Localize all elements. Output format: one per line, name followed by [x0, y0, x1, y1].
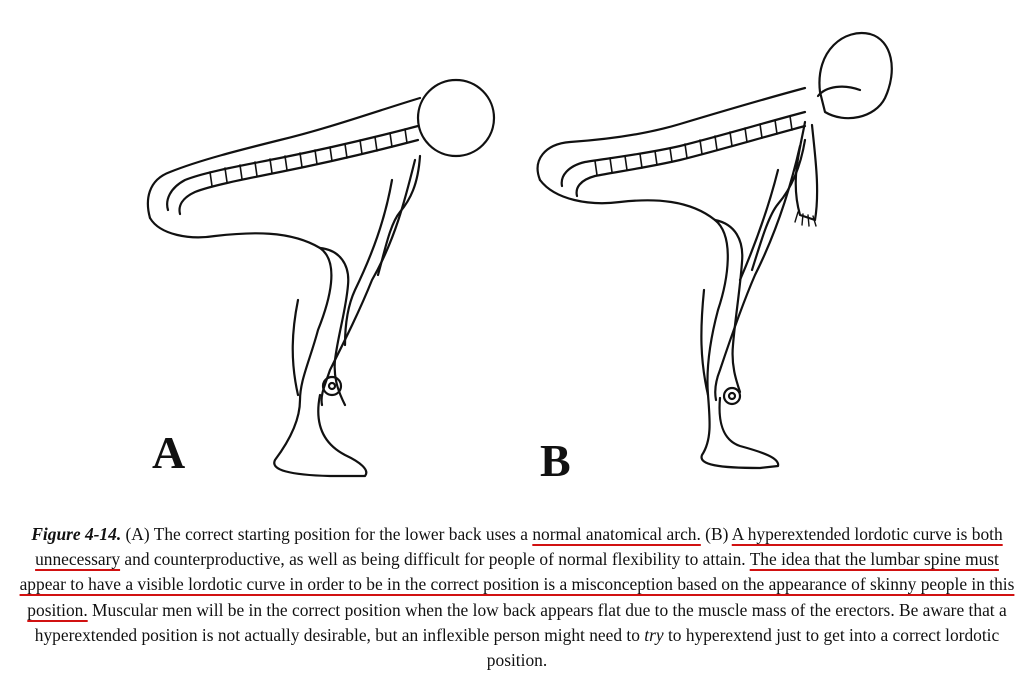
- caption-text-2: (B): [700, 524, 732, 544]
- figure-b-barbell: [724, 388, 740, 404]
- figure-a-lifter: [148, 80, 494, 476]
- figure-number: Figure 4-14.: [31, 524, 122, 544]
- caption-text-4: Muscular men will be in the correct position when the low back appears flat due to the muscle mass of the erectors. Be aware that a hyperextended position is not actually desirable, but an inflexible person might need to: [34, 599, 1007, 645]
- panel-label-a: A: [152, 427, 186, 478]
- figure-a-head: [418, 80, 494, 156]
- figure-b-arm: [715, 146, 800, 400]
- caption-highlight-2: A hyperextended lordotic curve is both unnecessary: [35, 524, 1003, 570]
- caption-emphasis: try: [644, 624, 664, 645]
- figure-b-lifter: [538, 33, 892, 468]
- caption-highlight-1: normal anatomical arch.: [532, 524, 701, 544]
- panel-label-b: B: [540, 435, 571, 486]
- figure-b-back-outline: [538, 88, 805, 180]
- figure-caption: [12, 522, 1022, 673]
- caption-text-5: to hyperextend just to get into a correct lordotic position.: [486, 624, 1000, 671]
- figure-b-ponytail: [796, 122, 817, 220]
- caption-text-1: (A) The correct starting position for the lower back uses a: [121, 524, 533, 544]
- caption-highlight-3: The idea that the lumbar spine must appear to have a visible lordotic curve in order to be in the correct position is a misconception based on the appearance of skinny people in this position.: [19, 549, 1015, 620]
- figure-a-spine: [167, 126, 418, 210]
- caption-text-3: and counterproductive, as well as being difficult for people of normal flexibility to attain.: [120, 549, 750, 570]
- figure-b-head: [819, 33, 891, 118]
